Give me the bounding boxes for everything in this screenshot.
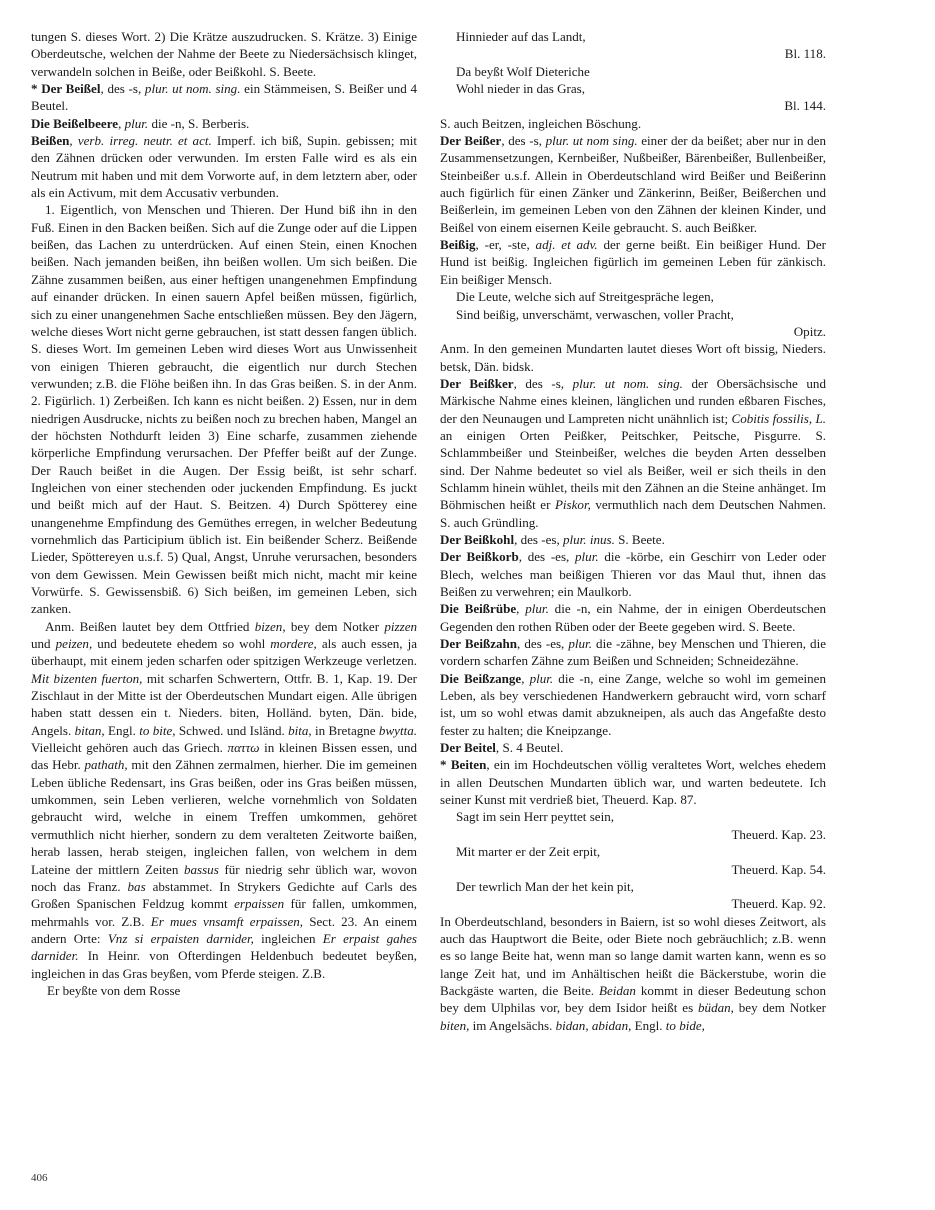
headword: Der Beitel — [440, 740, 496, 756]
page-number: 406 — [31, 1172, 48, 1184]
entry-beitel: Der Beitel, S. 4 Beutel. — [440, 740, 564, 756]
entry-beissker: Der Beißker, des -s, plur. ut nom. sing. der Obersächsische und Märkische Nahme eines kleinen, länglichen und runden eßbaren Fisches, der den Neunaugen und Lampreten nicht unähnlich ist; Cobitis fossilis, L. an einigen Orten Peißker, Peitschker, Peitsche, Pisgurre. S. Schlammbeißer und Steinbeißer, welches die beyden Arten desselben sind. Der Nahme bedeutet so viel als Beißer, weil er sich theils in den Schlamm hinein wühlet, theils mit den Zähnen an die Steine anhänget. Im Böhmischen heißt er Piskor, vermuthlich nach dem Deutschen Nahmen. S. auch Gründling. — [440, 375, 826, 530]
entry-beisskorb: Der Beißkorb, des -es, plur. die -körbe, ein Geschirr von Leder oder Blech, welches man beißigen Thieren vor das Maul thut, ihnen das Beißen zu verwehren; ein Maulkorb. — [440, 549, 826, 599]
entry-beisszange: Die Beißzange, plur. die -n, eine Zange, welche so wohl im gemeinen Leben, als bey verschiedenen Handwerkern gebraucht wird, vorn scharf ist, um so wohl etwas damit abzukneipen, als auch das Angefaßte desto fester zu halten; die Kneipzange. — [440, 670, 826, 738]
entry-beissen: Beißen, verb. irreg. neutr. et act. Imperf. ich biß, Supin. gebissen; mit den Zähnen drücken oder verwunden. Im ersten Falle wird es als ein Neutrum mit haben und mit dem Vorworte auf, in dem letztern aber, oder als ein Activum, mit dem Accusativ verbunden. — [31, 133, 417, 201]
headword: Die Beißzange — [440, 670, 522, 686]
verse-line: Er beyßte von dem Rosse — [47, 982, 181, 998]
headword: Beißig — [440, 237, 476, 253]
headword: Der Beißer — [440, 133, 502, 149]
beissig-annotation: Anm. In den gemeinen Mundarten lautet dieses Wort oft bissig, Nieders. betsk, Dän. bidsk. — [440, 341, 826, 374]
headword: Der Beißkorb — [440, 549, 519, 565]
verse-line: Der tewrlich Man der het kein pit, — [456, 878, 634, 894]
verse-line: Sind beißig, unverschämt, verwaschen, voller Pracht, — [456, 306, 734, 322]
entry-beissig: Beißig, -er, -ste, adj. et adv. der gerne beißt. Ein beißiger Hund. Der Hund ist beißig. Ingleichen figürlich im gemeinen Leben für zänkisch. Ein beißiger Mensch. — [440, 237, 826, 287]
verse-source: Theuerd. Kap. 54. — [731, 861, 826, 877]
headword: * Der Beißel — [31, 81, 101, 97]
entry-beisselbeere: Die Beißelbeere, plur. die -n, S. Berberis. — [31, 115, 250, 131]
verse-line: Da beyßt Wolf Dieteriche — [456, 63, 590, 79]
beiten-annotation: In Oberdeutschland, besonders in Baiern, ist so wohl dieses Zeitwort, als auch das Hauptwort die Beite, oder Biete noch gebräuchlich; z.B. wenn es so lange Beite hat, wenn man so lange damit warten kann, wenn es so lange Zeit hat, und im Anhältischen heißt die Bäckerstube, worin die Backgäste warten, die Beite. Beidan kommt in dieser Bedeutung schon bey dem Ulphilas vor, bey dem Isidor heißt es büdan, bey dem Notker biten, im Angelsächs. bidan, abidan, Engl. to bide, — [440, 913, 826, 1033]
headword: Der Beißker — [440, 375, 514, 391]
verse-source: Theuerd. Kap. 23. — [731, 826, 826, 842]
headword: * Beiten — [440, 757, 487, 773]
headword: Beißen — [31, 133, 70, 149]
entry-beisskohl: Der Beißkohl, des -es, plur. inus. S. Beete. — [440, 531, 665, 547]
verse-line: Mit marter er der Zeit erpit, — [456, 844, 601, 860]
entry-beissruebe: Die Beißrübe, plur. die -n, ein Nahme, der in einigen Oberdeutschen Gegenden den rothen Rüben oder der Beete gegeben wird. S. Beete. — [440, 601, 826, 634]
headword: Der Beißkohl — [440, 531, 515, 547]
entry-beissel: * Der Beißel, des -s, plur. ut nom. sing. ein Stämmeisen, S. Beißer und 4 Beutel. — [31, 81, 418, 114]
verse-source: Opitz. — [793, 323, 826, 339]
headword: Die Beißrübe — [440, 601, 517, 617]
right-column — [440, 28, 826, 1034]
entry-continuation: tungen S. dieses Wort. 2) Die Krätze auszudrucken. S. Krätze. 3) Einige Oberdeutsche, welchen der Nahme der Beete zu Niedersächsisch klinget, verwandeln solchen in Beiße, oder Beißkohl. S. Beete. — [31, 29, 417, 79]
headword: Der Beißzahn — [440, 636, 518, 652]
cross-reference: S. auch Beitzen, ingleichen Böschung. — [440, 115, 642, 131]
dictionary-page — [31, 28, 827, 1168]
entry-beiten: * Beiten, ein im Hochdeutschen völlig veraltetes Wort, welches ehedem in allen Deutschen Mundarten üblich war, und warten bedeutete. Ich seiner Kunst mit verdrieß biet, Theuerd. Kap. 87. — [440, 757, 826, 808]
verse-line: Die Leute, welche sich auf Streitgespräche legen, — [456, 289, 714, 305]
verse-line: Wohl nieder in das Gras, — [456, 81, 586, 97]
left-column — [31, 28, 417, 999]
verse-source: Bl. 144. — [784, 98, 826, 114]
verse-source: Bl. 118. — [784, 46, 826, 62]
beissen-annotation: Anm. Beißen lautet bey dem Ottfried bizen, bey dem Notker pizzen und peizen, und bedeutete ehedem so wohl mordere, als auch essen, ja überhaupt, mit einem jeden scharfen oder spitzigen Werkzeuge verletzen. Mit bizenten fuerton, mit scharfen Schwertern, Ottfr. B. 1, Kap. 19. Der Zischlaut in der Mitte ist der Oberdeutschen Mundart eigen. Alle übrigen haben statt dessen ein t. Nieders. biten, Holländ. byten, Dän. bide, Angels. bitan, Engl. to bite, Schwed. und Isländ. bita, in Bretagne bwytta. Vielleicht gehören auch das Griech. παττω in kleinen Bissen essen, und das Hebr. pathath, mit den Zähnen zermalmen, hierher. Die im gemeinen Leben übliche Redensart, ins Gras beißen, oder ins Gras beißen müssen, umkommen, sein Leben verlieren, welche vornehmlich von Soldaten gebraucht wird, welche in einem Treffen umkommen, gehöret vermuthlich nicht hierher, sondern zu dem veralteten Zeitworte baißen, herab lassen, herab steigen, ingleichen fallen, von welchem in dem Lateine der mittlern Zeiten bassus für niedrig sehr üblich war, wovon noch das Franz. bas abstammet. In Strykers Gedichte auf Carls des Großen Spanischen Feldzug kommt erpaissen für fallen, umkommen, mehrmahls vor. Z.B. Er mues vnsamft erpaissen, Sect. 23. An einem andern Orte: Vnz si erpaisten darnider, ingleichen Er erpaist gahes darnider. In Heinr. von Ofterdingen Heldenbuch bedeutet beyßen, ingleichen in das Gras beyßen, vom Pferde steigen. Z.B. — [31, 618, 418, 981]
headword: Die Beißelbeere — [31, 115, 119, 131]
beissen-meanings: 1. Eigentlich, von Menschen und Thieren. Der Hund biß ihn in den Fuß. Einen in den Backen beißen. Sich auf die Zunge oder auf die Lippen beißen, das Lachen zu unterdrücken. Auf einen Stein, einen Knochen beißen. Nach jemanden beißen, ihn beißen wollen. Um sich beißen. Die Zähne zusammen beißen, aus einer heftigen unangenehmen Empfindung auf einander drücken. In einen sauern Apfel beißen müssen, figürlich, sich zu einer unangenehmen Sache entschließen müssen. Bey den Jägern, welche dieses Wort nicht gerne gebrauchen, ist statt dessen fangen üblich. S. dieses Wort. Im gemeinen Leben wird dieses Wort aus Unwissenheit von einigen Thieren gebraucht, die eigentlich nur durch Stechen verwunden; z.B. die Flöhe beißen ihn. In das Gras beißen. S. in der Anm. 2. Figürlich. 1) Zerbeißen. Ich kann es nicht beißen. 2) Essen, nur in dem niedrigen Ausdrucke, nichts zu beißen noch zu brechen haben, Mangel an der höchsten Nothdurft leiden 3) Eine scharfe, zusammen ziehende körperliche Empfindung verursachen. Der Pfeffer beißt auf der Zunge. Der Rauch beißet in die Augen. Der Essig beißt, ist sehr scharf. Ingleichen von einer stechenden oder juckenden Empfindung. Es juckt und beißt mich auf der Haut. S. Beitzen. 4) Durch Spötterey eine unangenehme Empfindung des Gemüthes erregen, in welcher Bedeutung vornehmlich das Participium üblich ist. Ein beißender Scherz. Beißende Lieder, Spöttereyen u.s.f. 5) Qual, Angst, Unruhe verursachen, besonders von dem Gewissen. Mein Gewissen beißt mich nicht, macht mir keine Vorwürfe. S. Gewissensbiß. 6) Sich beißen, im gemeinen Leben, sich zanken. — [31, 202, 417, 617]
verse-line: Hinnieder auf das Landt, — [456, 29, 586, 44]
entry-beisser: Der Beißer, des -s, plur. ut nom sing. einer der da beißet; aber nur in den Zusammensetzungen, Kernbeißer, Nußbeißer, Bärenbeißer, Bullenbeißer, Steinbeißer u.s.f. Allein in Oberdeutschland wird Beißer und Beißerinn auch figürlich für einen Zänker und Zänkerinn, Beißer, Beißerchen und Beißerlein, im gemeinen Leben von den Zähnen der kleinen Kinder, und Beißel von einem eisernen Keile gebraucht. S. auch Beißker. — [440, 133, 826, 235]
verse-source: Theuerd. Kap. 92. — [731, 896, 826, 912]
entry-beisszahn: Der Beißzahn, des -es, plur. die -zähne, bey Menschen und Thieren, die vordern scharfen Zähne zum Beißen und Schneiden; Schneidezähne. — [440, 636, 826, 669]
verse-line: Sagt im sein Herr peyttet sein, — [456, 809, 614, 825]
